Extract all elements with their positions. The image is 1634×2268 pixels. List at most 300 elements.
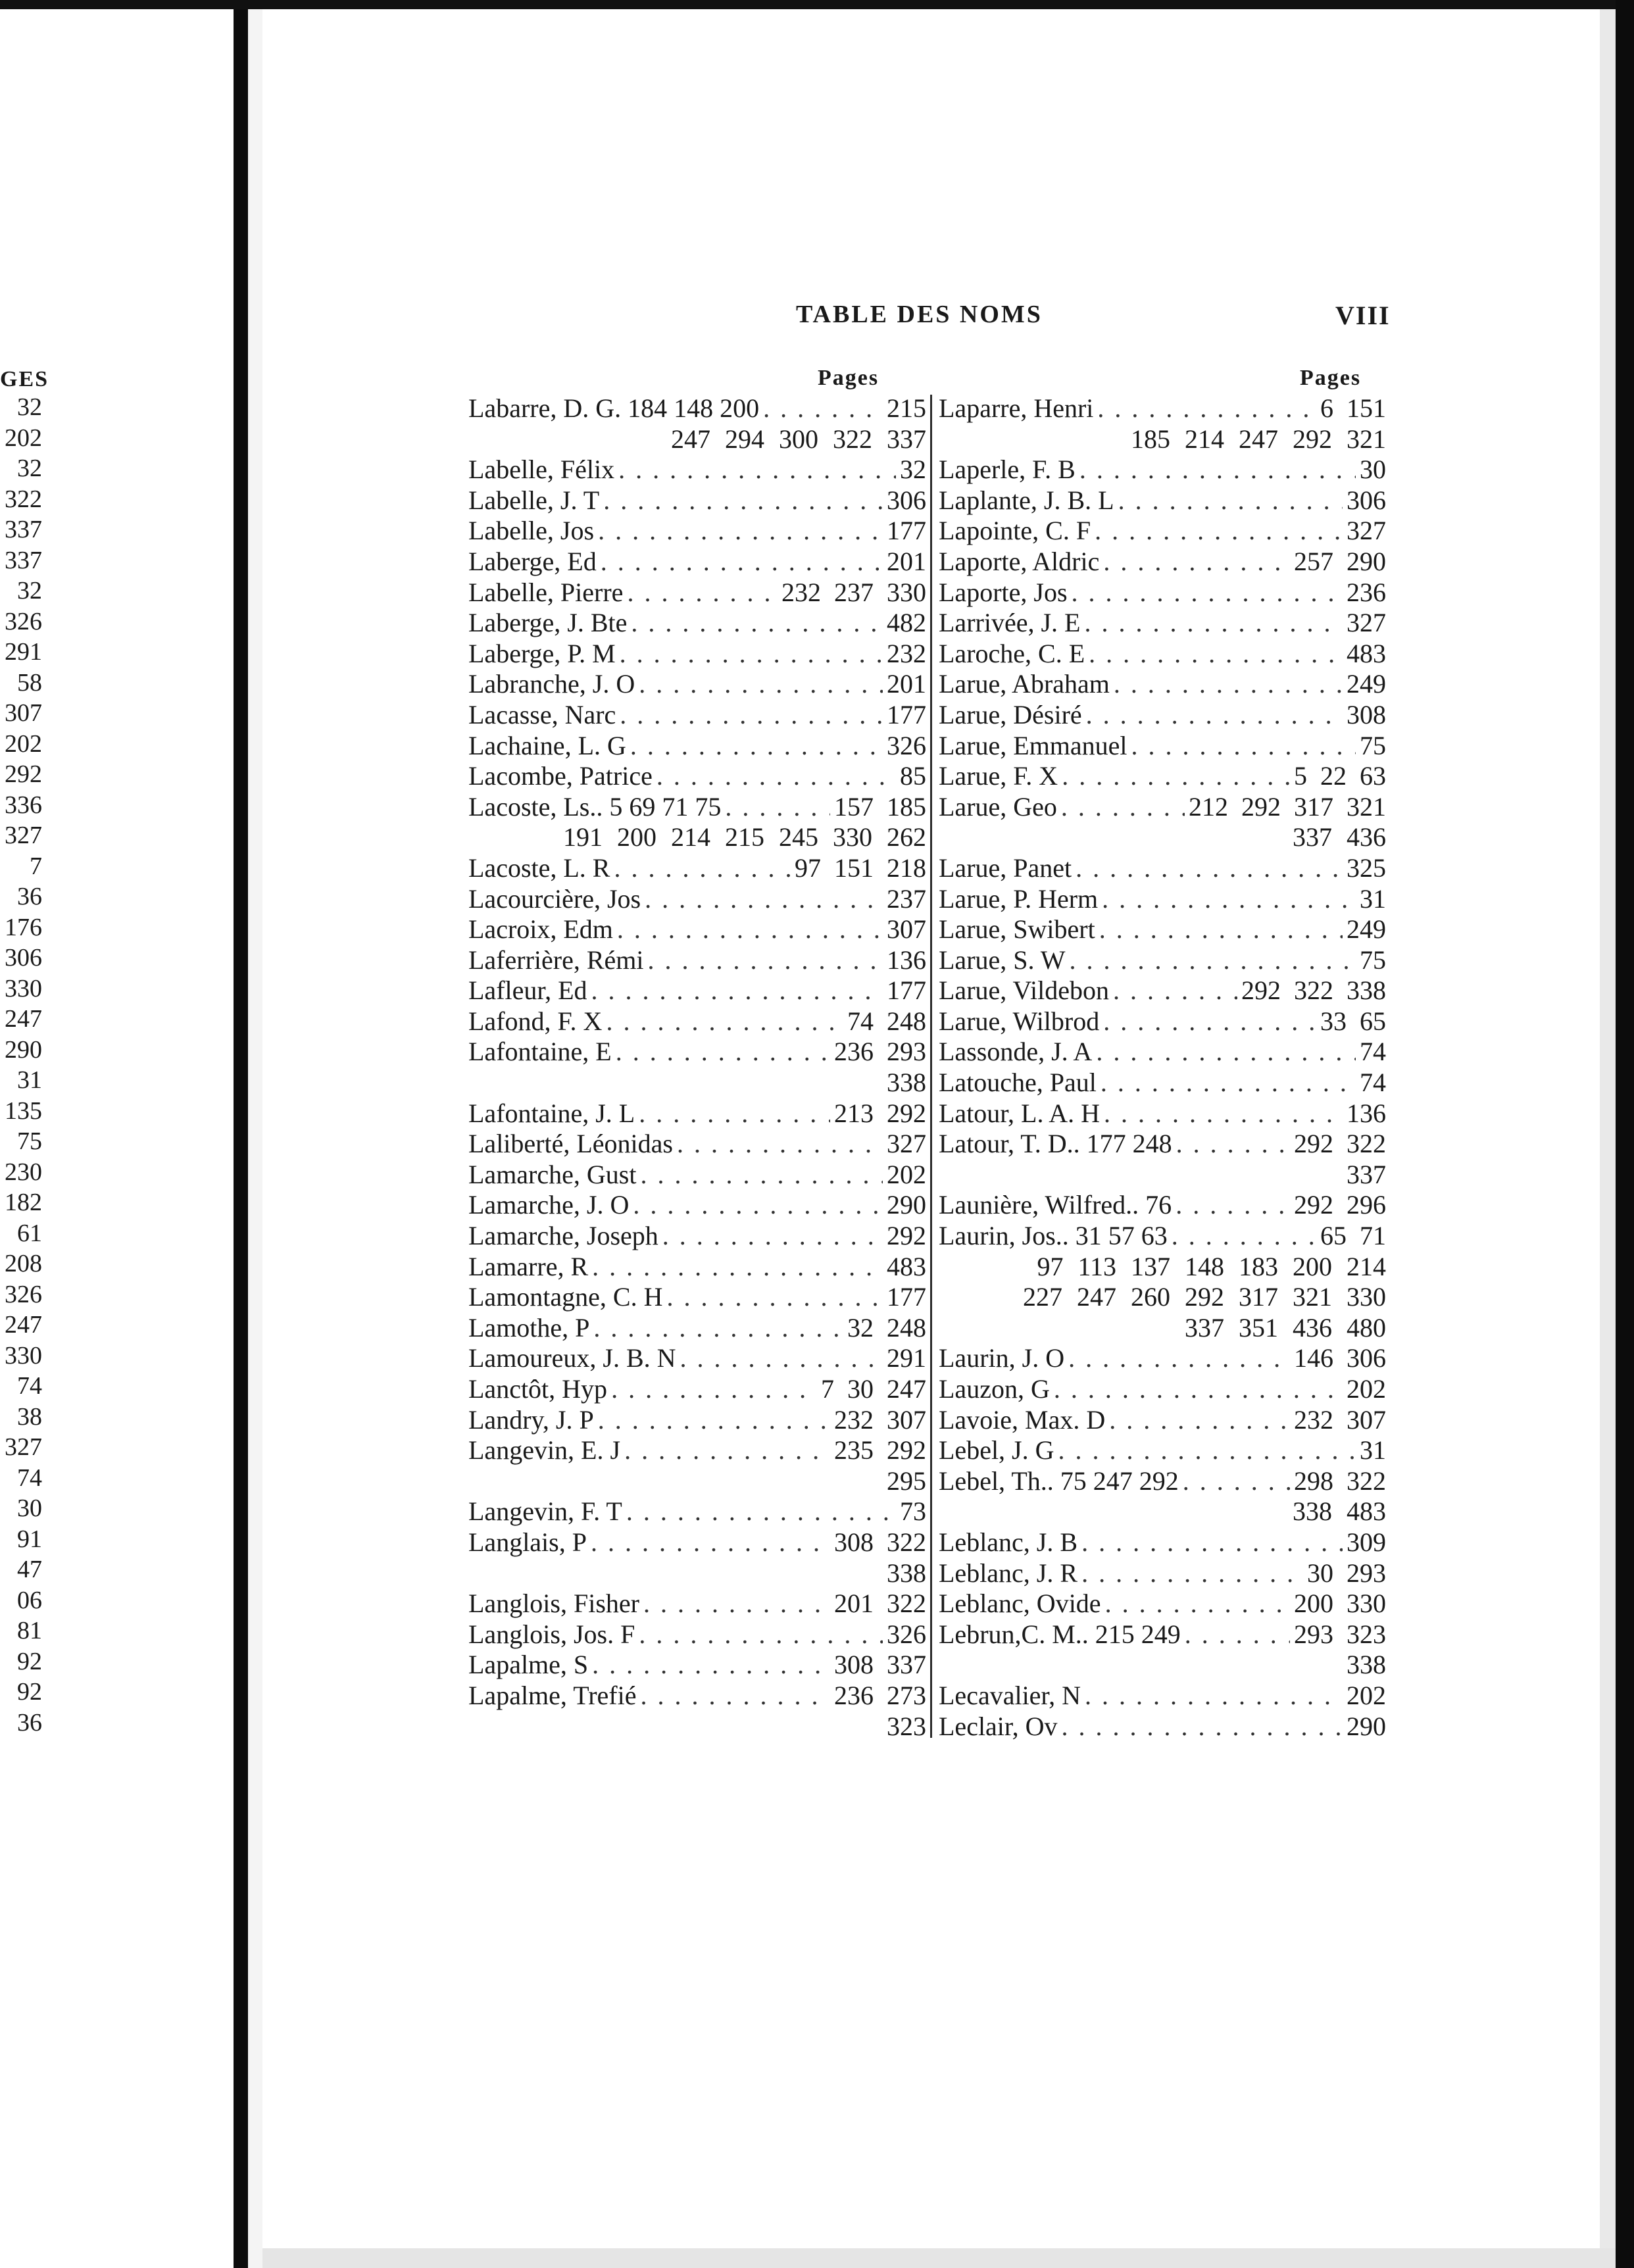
entry-name: Laurin, Jos.. 31 57 63	[939, 1221, 1168, 1251]
leader-dots	[1081, 1527, 1343, 1558]
index-entry	[939, 700, 1386, 731]
entry-name: Labelle, Pierre	[468, 577, 624, 607]
entry-page-numbers: 327	[1347, 608, 1386, 638]
entry-name: Laporte, Jos	[939, 577, 1068, 607]
entry-name: Labranche, J. O	[468, 669, 635, 699]
leader-dots	[592, 1650, 830, 1681]
leader-dots	[633, 1190, 883, 1221]
leader-dots	[725, 792, 830, 823]
previous-page-number: 31	[17, 1066, 42, 1094]
entry-page-numbers: 337	[1347, 1159, 1386, 1189]
leader-dots	[1062, 1712, 1343, 1742]
entry-name: Laparre, Henri	[939, 393, 1094, 423]
index-entry	[468, 455, 926, 485]
entry-page-numbers: 309	[1347, 1527, 1386, 1557]
leader-dots	[611, 1374, 817, 1405]
index-entry	[939, 1619, 1386, 1650]
leader-dots	[624, 1435, 830, 1466]
index-entry	[468, 1252, 926, 1283]
previous-page-number: 327	[5, 1433, 42, 1461]
entry-name: Larue, Emmanuel	[939, 730, 1127, 760]
leader-dots	[641, 1681, 831, 1712]
entry-page-numbers: 337 436	[1293, 822, 1386, 852]
entry-page-numbers: 32 248	[847, 1312, 926, 1343]
entry-page-numbers: 31	[1360, 1435, 1386, 1466]
entry-page-numbers: 232 237 330	[781, 577, 926, 607]
index-entry	[939, 1405, 1386, 1436]
index-entry	[468, 393, 926, 424]
entry-page-numbers: 5 22 63	[1294, 761, 1386, 791]
entry-name: Larue, P. Herm	[939, 883, 1099, 914]
index-entry	[468, 1221, 926, 1252]
index-entry	[939, 1527, 1386, 1558]
leader-dots	[643, 1589, 830, 1619]
leader-dots	[1099, 914, 1343, 945]
entry-page-numbers: 177	[887, 516, 926, 546]
entry-name: Larue, Abraham	[939, 669, 1110, 699]
entry-page-numbers: 338	[1347, 1650, 1386, 1680]
entry-page-numbers: 292 322	[1294, 1129, 1386, 1159]
index-entry	[939, 547, 1386, 578]
leader-dots	[1104, 1098, 1343, 1129]
leader-dots	[1054, 1374, 1343, 1405]
previous-page-number: 176	[5, 913, 42, 941]
previous-page-number: 326	[5, 1280, 42, 1308]
leader-dots	[640, 1160, 883, 1191]
index-entry	[468, 485, 926, 516]
index-entry	[468, 1619, 926, 1650]
entry-page-numbers: 338 483	[1293, 1496, 1386, 1527]
entry-name: Lauzon, G	[939, 1374, 1050, 1404]
entry-name: Lamarche, Gust	[468, 1159, 637, 1189]
leader-dots	[1068, 1343, 1290, 1374]
index-entry-continuation	[939, 1160, 1386, 1191]
entry-page-numbers: 146 306	[1294, 1343, 1386, 1373]
previous-page-number: 61	[17, 1219, 42, 1247]
entry-name: Laperle, F. B	[939, 455, 1076, 485]
index-entry	[468, 884, 926, 915]
entry-page-numbers: 483	[887, 1251, 926, 1281]
leader-dots	[1118, 485, 1343, 516]
entry-name: Lafontaine, J. L	[468, 1098, 635, 1128]
previous-page-number: 306	[5, 944, 42, 972]
previous-page-number: 337	[5, 546, 42, 574]
leader-dots	[601, 547, 883, 578]
entry-page-numbers: 75	[1360, 945, 1386, 975]
entry-page-numbers: 323	[887, 1711, 926, 1741]
entry-page-numbers: 65 71	[1320, 1221, 1386, 1251]
entry-name: Lamoureux, J. B. N	[468, 1343, 676, 1373]
leader-dots	[617, 914, 883, 945]
entry-page-numbers: 298 322	[1294, 1466, 1386, 1496]
leader-dots	[648, 945, 883, 976]
entry-name: Lecavalier, N	[939, 1680, 1081, 1710]
index-entry-continuation	[939, 1496, 1386, 1527]
previous-page-number: 47	[17, 1556, 42, 1583]
entry-name: Langlais, P	[468, 1527, 587, 1557]
index-entry	[468, 975, 926, 1006]
leader-dots	[1089, 639, 1343, 670]
entry-name: Langlois, Jos. F	[468, 1619, 635, 1649]
previous-page-number: 247	[5, 1311, 42, 1339]
entry-name: Lanctôt, Hyp	[468, 1374, 608, 1404]
entry-name: Lapalme, S	[468, 1650, 589, 1680]
index-entry	[468, 792, 926, 823]
entry-page-numbers: 215	[887, 393, 926, 423]
entry-name: Laberge, P. M	[468, 638, 616, 668]
index-entry	[468, 1496, 926, 1527]
previous-page-number: 92	[17, 1647, 42, 1675]
previous-page-number: 75	[17, 1127, 42, 1155]
previous-page-number: 36	[17, 883, 42, 910]
entry-page-numbers: 73	[900, 1496, 926, 1527]
entry-name: Larue, S. W	[939, 945, 1066, 975]
entry-page-numbers: 308 337	[834, 1650, 926, 1680]
previous-page-number: 330	[5, 1341, 42, 1369]
entry-page-numbers: 30 293	[1307, 1558, 1386, 1588]
previous-page-number: 247	[5, 1005, 42, 1033]
index-entry	[939, 1435, 1386, 1466]
index-entry	[468, 578, 926, 608]
leader-dots	[1183, 1466, 1290, 1497]
index-entry-continuation	[939, 1650, 1386, 1681]
index-entry	[468, 761, 926, 792]
index-column-left	[468, 393, 926, 1742]
leader-dots	[1176, 1129, 1290, 1160]
index-entry	[468, 608, 926, 639]
entry-name: Larue, Geo	[939, 791, 1057, 822]
page-right-margin	[1600, 9, 1616, 2268]
entry-page-numbers: 191 200 214 215 245 330 262	[563, 822, 926, 852]
index-entry	[939, 1589, 1386, 1619]
leader-dots	[1103, 547, 1290, 578]
index-entry	[939, 455, 1386, 485]
entry-name: Langevin, E. J	[468, 1435, 621, 1466]
entry-name: Larue, Désiré	[939, 699, 1082, 729]
index-entry	[468, 639, 926, 670]
index-entry	[939, 1374, 1386, 1405]
index-entry-continuation	[468, 1068, 926, 1098]
entry-name: Laplante, J. B. L	[939, 485, 1114, 515]
index-entry-continuation	[468, 822, 926, 853]
entry-page-numbers: 292	[887, 1221, 926, 1251]
entry-page-numbers: 237	[887, 883, 926, 914]
entry-page-numbers: 292 296	[1294, 1190, 1386, 1220]
index-entry	[939, 1006, 1386, 1037]
previous-page-number: 292	[5, 760, 42, 788]
entry-name: Laberge, Ed	[468, 546, 597, 576]
entry-page-numbers: 232 307	[1294, 1404, 1386, 1435]
leader-dots	[1097, 393, 1316, 424]
leader-dots	[598, 1405, 830, 1436]
index-entry	[939, 975, 1386, 1006]
index-entry	[939, 914, 1386, 945]
entry-name: Lacoste, Ls.. 5 69 71 75	[468, 791, 722, 822]
index-entry	[468, 547, 926, 578]
index-entry-continuation	[939, 1282, 1386, 1313]
leader-dots	[618, 455, 896, 485]
previous-page-number: 202	[5, 729, 42, 758]
leader-dots	[1086, 700, 1343, 731]
entry-name: Larue, F. X	[939, 761, 1058, 791]
entry-page-numbers: 292 322 338	[1241, 975, 1386, 1006]
entry-page-numbers: 97 151 218	[795, 852, 926, 883]
entry-name: Leblanc, Ovide	[939, 1589, 1101, 1619]
index-entry	[939, 945, 1386, 976]
entry-page-numbers: 213 292	[834, 1098, 926, 1128]
entry-name: Lafleur, Ed	[468, 975, 587, 1006]
index-entry	[939, 639, 1386, 670]
previous-page-number: 81	[17, 1617, 42, 1644]
previous-page-fragment	[0, 0, 234, 2268]
leader-dots	[1081, 1558, 1303, 1589]
entry-name: Lafond, F. X	[468, 1006, 603, 1036]
previous-page-number: 06	[17, 1586, 42, 1614]
page-bottom-margin	[262, 2248, 1616, 2268]
running-head-title: TABLE DES NOMS	[796, 301, 1043, 328]
leader-dots	[677, 1129, 883, 1160]
index-entry	[468, 1343, 926, 1374]
page-folio: VIII	[1335, 301, 1391, 330]
entry-page-numbers: 327	[887, 1129, 926, 1159]
index-entry	[468, 700, 926, 731]
previous-page-number: 202	[5, 424, 42, 452]
leader-dots	[620, 700, 883, 731]
entry-page-numbers: 177	[887, 975, 926, 1006]
entry-name: Laporte, Aldric	[939, 546, 1100, 576]
entry-page-numbers: 236	[1347, 577, 1386, 607]
entry-page-numbers: 232 307	[834, 1404, 926, 1435]
leader-dots	[1131, 731, 1356, 762]
previous-page-number: 322	[5, 485, 42, 513]
right-column-pages-label: Pages	[1300, 366, 1362, 390]
entry-name: Laliberté, Léonidas	[468, 1129, 673, 1159]
entry-page-numbers: 232	[887, 638, 926, 668]
entry-name: Lamarre, R	[468, 1251, 589, 1281]
leader-dots	[1185, 1619, 1290, 1650]
entry-page-numbers: 201 322	[834, 1589, 926, 1619]
entry-page-numbers: 200 330	[1294, 1589, 1386, 1619]
previous-page-number: 91	[17, 1525, 42, 1553]
entry-name: Latour, T. D.. 177 248	[939, 1129, 1172, 1159]
index-entry	[468, 1650, 926, 1681]
index-entry	[468, 1037, 926, 1068]
entry-page-numbers: 136	[887, 945, 926, 975]
entry-page-numbers: 482	[887, 608, 926, 638]
leader-dots	[656, 761, 896, 792]
entry-name: Lebrun,C. M.. 215 249	[939, 1619, 1181, 1649]
entry-page-numbers: 85	[900, 761, 926, 791]
previous-page-number: 32	[17, 393, 42, 421]
index-entry	[939, 669, 1386, 700]
previous-page-number: 74	[17, 1372, 42, 1400]
entry-page-numbers: 74	[1360, 1068, 1386, 1098]
entry-name: Laurin, J. O	[939, 1343, 1065, 1373]
entry-page-numbers: 236 273	[834, 1680, 926, 1710]
entry-page-numbers: 306	[887, 485, 926, 515]
entry-page-numbers: 6 151	[1320, 393, 1386, 423]
entry-page-numbers: 290	[1347, 1711, 1386, 1741]
entry-page-numbers: 295	[887, 1466, 926, 1496]
previous-page-number: 32	[17, 455, 42, 482]
previous-page-number: 36	[17, 1708, 42, 1737]
entry-page-numbers: 247 294 300 322 337	[671, 424, 926, 454]
index-entry	[939, 1712, 1386, 1742]
entry-page-numbers: 483	[1347, 638, 1386, 668]
leader-dots	[1085, 1681, 1343, 1712]
leader-dots	[614, 853, 791, 884]
entry-name: Larue, Wilbrod	[939, 1006, 1100, 1036]
entry-page-numbers: 212 292 317 321	[1189, 791, 1386, 822]
index-entry	[939, 1466, 1386, 1497]
entry-page-numbers: 30	[1360, 455, 1386, 485]
leader-dots	[1058, 1435, 1356, 1466]
entry-page-numbers: 185 214 247 292 321	[1131, 424, 1386, 454]
index-entry	[468, 1313, 926, 1344]
entry-page-numbers: 177	[887, 699, 926, 729]
entry-name: Lamontagne, C. H	[468, 1282, 663, 1312]
entry-page-numbers: 249	[1347, 669, 1386, 699]
entry-name: Lafontaine, E	[468, 1037, 612, 1067]
leader-dots	[662, 1221, 883, 1252]
leader-dots	[1113, 975, 1237, 1006]
leader-dots	[1070, 945, 1356, 976]
index-entry-continuation	[468, 1558, 926, 1589]
entry-page-numbers: 308	[1347, 699, 1386, 729]
entry-page-numbers: 201	[887, 669, 926, 699]
previous-page-number: 208	[5, 1250, 42, 1277]
entry-name: Lapalme, Trefié	[468, 1680, 637, 1710]
leader-dots	[1072, 578, 1343, 608]
leader-dots	[1095, 516, 1343, 547]
leader-dots	[631, 608, 883, 639]
entry-page-numbers: 74 248	[847, 1006, 926, 1036]
index-entry-continuation	[939, 1313, 1386, 1344]
index-entry	[939, 516, 1386, 547]
entry-name: Leblanc, J. B	[939, 1527, 1078, 1557]
previous-page-number: 74	[17, 1464, 42, 1492]
index-entry	[468, 1405, 926, 1436]
index-entry	[468, 1160, 926, 1191]
previous-page-number: 32	[17, 577, 42, 604]
leader-dots	[1096, 1037, 1356, 1068]
previous-page-number: 291	[5, 638, 42, 666]
entry-name: Latour, L. A. H	[939, 1098, 1101, 1128]
entry-page-numbers: 325	[1347, 852, 1386, 883]
index-entry	[939, 884, 1386, 915]
leader-dots	[1079, 455, 1356, 485]
index-entry	[468, 1098, 926, 1129]
entry-page-numbers: 326	[887, 730, 926, 760]
entry-name: Lacourcière, Jos	[468, 883, 641, 914]
entry-name: Lamarche, Joseph	[468, 1221, 658, 1251]
index-entry	[939, 792, 1386, 823]
entry-name: Lebel, Th.. 75 247 292	[939, 1466, 1179, 1496]
index-entry	[939, 1037, 1386, 1068]
entry-page-numbers: 7 30 247	[821, 1374, 926, 1404]
leader-dots	[1114, 669, 1343, 700]
index-entry	[939, 731, 1386, 762]
entry-name: Lacroix, Edm	[468, 914, 613, 945]
index-entry	[939, 578, 1386, 608]
index-entry	[939, 1190, 1386, 1221]
entry-page-numbers: 327	[1347, 516, 1386, 546]
entry-name: Lacoste, L. R	[468, 852, 610, 883]
entry-page-numbers: 326	[887, 1619, 926, 1649]
previous-page-pages-header: GES	[0, 367, 49, 391]
index-entry	[468, 914, 926, 945]
index-entry	[468, 516, 926, 547]
entry-name: Labelle, Félix	[468, 455, 615, 485]
leader-dots	[1084, 608, 1343, 639]
entry-name: Leblanc, J. R	[939, 1558, 1078, 1588]
entry-page-numbers: 307	[887, 914, 926, 945]
leader-dots	[593, 1313, 843, 1344]
leader-dots	[639, 1098, 830, 1129]
index-entry	[939, 1681, 1386, 1712]
entry-page-numbers: 157 185	[834, 791, 926, 822]
leader-dots	[598, 516, 883, 547]
leader-dots	[1061, 792, 1185, 823]
index-entry	[939, 1558, 1386, 1589]
index-entry	[468, 731, 926, 762]
index-entry	[468, 669, 926, 700]
entry-page-numbers: 202	[1347, 1374, 1386, 1404]
index-column-right	[939, 393, 1386, 1742]
previous-page-number-column	[0, 392, 42, 1738]
index-entry	[939, 1129, 1386, 1160]
entry-page-numbers: 177	[887, 1282, 926, 1312]
entry-name: Laroche, C. E	[939, 638, 1085, 668]
entry-page-numbers: 235 292	[834, 1435, 926, 1466]
entry-page-numbers: 136	[1347, 1098, 1386, 1128]
entry-page-numbers: 236 293	[834, 1037, 926, 1067]
entry-name: Labelle, Jos	[468, 516, 595, 546]
entry-name: Latouche, Paul	[939, 1068, 1097, 1098]
previous-page-number: 336	[5, 791, 42, 819]
entry-page-numbers: 31	[1360, 883, 1386, 914]
index-entry	[939, 1068, 1386, 1098]
column-divider-rule	[930, 395, 932, 1738]
entry-page-numbers: 338	[887, 1068, 926, 1098]
entry-page-numbers: 291	[887, 1343, 926, 1373]
index-entry	[468, 1374, 926, 1405]
entry-name: Larue, Swibert	[939, 914, 1095, 945]
entry-page-numbers: 33 65	[1320, 1006, 1386, 1036]
entry-name: Lacombe, Patrice	[468, 761, 653, 791]
leader-dots	[630, 731, 883, 762]
leader-dots	[1076, 853, 1343, 884]
page-edge-shadow	[248, 9, 262, 2268]
previous-page-number: 307	[5, 699, 42, 727]
entry-page-numbers: 308 322	[834, 1527, 926, 1557]
previous-page-number: 327	[5, 822, 42, 849]
entry-page-numbers: 202	[1347, 1680, 1386, 1710]
entry-name: Langlois, Fisher	[468, 1589, 639, 1619]
index-entry-continuation	[468, 1466, 926, 1497]
entry-page-numbers: 97 113 137 148 183 200 214	[1037, 1251, 1386, 1281]
entry-name: Lapointe, C. F	[939, 516, 1091, 546]
previous-page-number: 182	[5, 1189, 42, 1216]
entry-page-numbers: 257 290	[1294, 546, 1386, 576]
index-entry-continuation	[939, 1252, 1386, 1283]
index-entry	[468, 945, 926, 976]
leader-dots	[592, 1252, 883, 1283]
previous-page-number: 135	[5, 1097, 42, 1125]
leader-dots	[667, 1282, 883, 1313]
leader-dots	[616, 1037, 830, 1068]
leader-dots	[763, 393, 883, 424]
